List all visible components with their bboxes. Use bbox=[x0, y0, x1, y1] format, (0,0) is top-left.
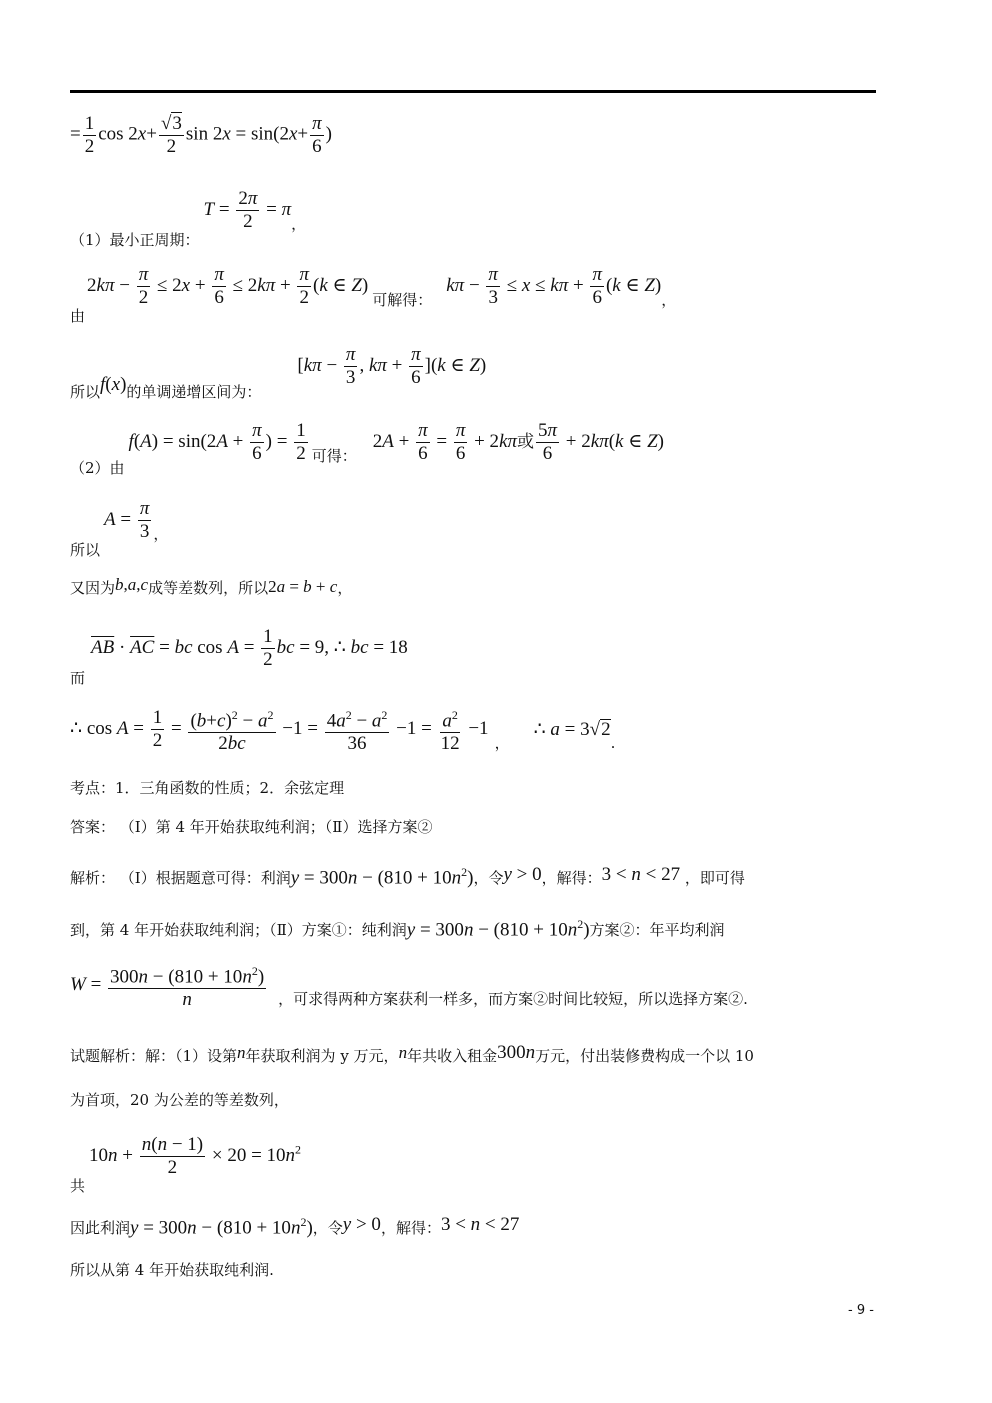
math-interval: [kπ − $\frac{\pi}{3}$ , kπ + $\frac{\pi}{6}$ ](k ∈ Z) bbox=[297, 344, 487, 388]
math-fx: f(x) bbox=[100, 373, 127, 395]
math-solution: kπ − $\frac{\pi}{3}$ ≤ x ≤ kπ + $\frac{\pi}{6}$ (k ∈ Z) bbox=[446, 264, 662, 308]
arith-seq-line: 又因为b,a,c成等差数列，所以2a = b + c， bbox=[70, 575, 353, 597]
total-cost-line: 共10n + $\frac{n(n - 1)}{2}$ × $20 = 10n^2$ bbox=[70, 1134, 302, 1195]
math-300n: 300n bbox=[497, 1042, 536, 1063]
math-profit-2: $y = 300n - (810 + 10n^2)$ bbox=[406, 917, 590, 941]
math-a-result: ∴ a = 3√2 bbox=[533, 719, 611, 741]
math-average-profit: W = $\frac{300n - (810 + 10n^2)}{n}$ bbox=[70, 960, 268, 1011]
math-bac: b,a,c bbox=[115, 575, 149, 594]
math-dot-product: $\overline{AB} \cdot \overline{AC}$ = bc cos A = $\frac{1}{2}$ bc = 9, ∴ bc = 18 bbox=[91, 626, 408, 670]
part2-line: （2）由f(A) = sin(2A + $\frac{\pi}{6}$ ) = $\frac{1}{2}$ 可得：2A + $\frac{\pi}{6}$ = $\frac{\pi}{6}$ + 2kπ或 $\frac{5\pi}{6}$ + 2kπ(k ∈ Z) bbox=[70, 420, 664, 477]
analysis-line-3: W = $\frac{300n - (810 + 10n^2)}{n}$ ，可求得两种方案获利一样多，而方案②时间比较短，所以选择方案②. bbox=[70, 960, 748, 1011]
analysis-line-2: 到，第 4 年开始获取纯利润；（Ⅱ）方案①：纯利润$y = 300n - (810 + 10n^2)$方案②：年平均利润 bbox=[70, 918, 725, 944]
math-profit-3: $y = 300n - (810 + 10n^2)$ bbox=[130, 1215, 313, 1239]
math-a-pi3: A = $\frac{\pi}{3}$ bbox=[104, 498, 150, 542]
answer-line: 答案： （Ⅰ）第 4 年开始获取纯利润；（Ⅱ）选择方案② bbox=[70, 818, 433, 836]
math-range-2: 3 < n < 27 bbox=[440, 1214, 520, 1236]
analysis-line-1: 解析： （Ⅰ）根据题意可得：利润$y = 300n - (810 + 10n^2)$，令y > 0，解得：3 < n < 27 ，即可得 bbox=[70, 866, 745, 892]
math-n: n bbox=[237, 1043, 246, 1062]
math-inequality: 2kπ − $\frac{\pi}{2}$ ≤ 2x + $\frac{\pi}{6}$ ≤ 2kπ + $\frac{\pi}{2}$ (k ∈ Z) bbox=[87, 264, 369, 308]
math-simplify: = $\frac{1}{2}$ cos 2x+ $\frac{√3}{2}$ sin 2x = sin(2x+ $\frac{\pi}{6}$ ) bbox=[70, 112, 332, 157]
dot-product-line: 而$\overline{AB} \cdot \overline{AC}$ = bc cos A = $\frac{1}{2}$ bc = 9, ∴ bc = 18 bbox=[70, 626, 408, 687]
header-rule bbox=[70, 90, 876, 93]
solution-line-2: 为首项，20 为公差的等差数列， bbox=[70, 1091, 289, 1109]
solution-line-1: 试题解析：解：（1）设第n年获取利润为 y 万元，n年共收入租金300n万元，付出装修费构成一个以 10 bbox=[70, 1042, 754, 1065]
math-n-2: n bbox=[398, 1043, 408, 1062]
inequality-line: 由2kπ − $\frac{\pi}{2}$ ≤ 2x + $\frac{\pi}{6}$ ≤ 2kπ + $\frac{\pi}{2}$ (k ∈ Z)可解得：kπ − $\frac{\pi}{3}$ ≤ x ≤ kπ + $\frac{\pi}{6}$ (k ∈ Z)， bbox=[70, 264, 677, 325]
conclusion-line: 所以从第 4 年开始获取纯利润. bbox=[70, 1261, 274, 1279]
math-fa: f(A) = sin(2A + $\frac{\pi}{6}$ ) = $\frac{1}{2}$ bbox=[128, 420, 306, 464]
math-y-gt-0: y > 0 bbox=[503, 864, 542, 886]
key-points: 考点：1．三角函数的性质；2．余弦定理 bbox=[70, 779, 345, 797]
math-range: 3 < n < 27 bbox=[601, 864, 681, 886]
period-label: （1）最小正周期： bbox=[70, 230, 200, 249]
solution-line-3: 因此利润$y = 300n - (810 + 10n^2)$，令y > 0，解得：3 < n < 27 bbox=[70, 1216, 519, 1242]
math-2a: 2A + $\frac{\pi}{6}$ = $\frac{\pi}{6}$ + 2kπ或 $\frac{5\pi}{6}$ + 2kπ(k ∈ Z) bbox=[372, 420, 664, 464]
math-total-cost: 10n + $\frac{n(n - 1)}{2}$ × $20 = 10n^2$ bbox=[89, 1134, 302, 1178]
math-cos-a: ∴ cos A = $\frac{1}{2}$ = $\frac{(b+c)^2 - a^2}{2bc}$ −1 = $\frac{4a^2 - a^2}{36}$ −1 = $\frac{a^2}{12}$ −1 bbox=[70, 704, 489, 755]
a-value-line: 所以A = $\frac{\pi}{3}$ ， bbox=[70, 498, 169, 559]
cosine-rule-line: ∴ cos A = $\frac{1}{2}$ = $\frac{(b+c)^2 - a^2}{2bc}$ −1 = $\frac{4a^2 - a^2}{36}$ −1 = $\frac{a^2}{12}$ −1，∴ a = 3√2. bbox=[70, 704, 615, 755]
page-number: - 9 - bbox=[848, 1303, 874, 1318]
math-2abc: 2a = b + c bbox=[268, 577, 338, 596]
period-line: （1）最小正周期：T = $\frac{2\pi}{2}$ = π， bbox=[70, 188, 307, 249]
math-profit: $y = 300n - (810 + 10n^2)$ bbox=[290, 865, 474, 889]
math-y-gt-0-2: y > 0 bbox=[342, 1214, 381, 1236]
math-period: T = $\frac{2\pi}{2}$ = π bbox=[203, 188, 292, 232]
formula-line-1 bbox=[70, 112, 332, 158]
increasing-interval-line: 所以f(x)的单调递增区间为：[kπ − $\frac{\pi}{3}$ , kπ + $\frac{\pi}{6}$ ](k ∈ Z) bbox=[70, 344, 487, 401]
